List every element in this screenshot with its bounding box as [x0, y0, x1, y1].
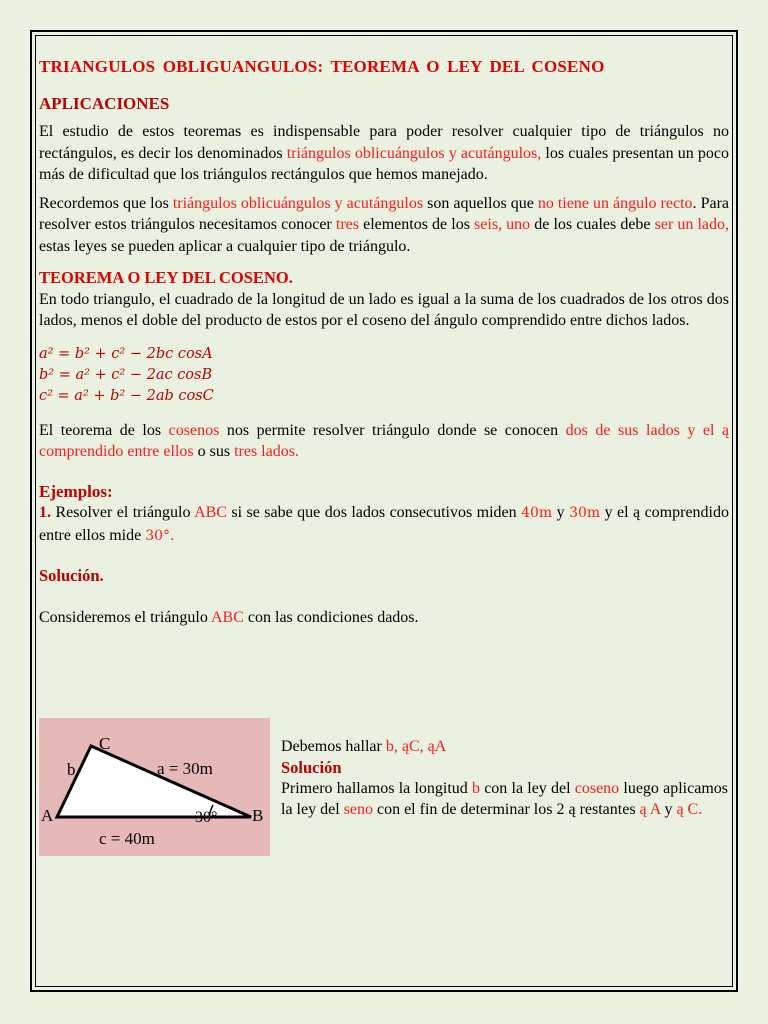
text-run: El teorema de los [39, 421, 169, 439]
formula-c: c² = a² + b² − 2ab cosC [39, 387, 214, 404]
intro-paragraph [39, 121, 729, 186]
text-run: y [552, 504, 570, 521]
examples-heading: Ejemplos: [39, 481, 113, 501]
text-run: Resolver el triángulo [51, 504, 195, 521]
formula-a: a² = b² + c² − 2bc cosA [39, 345, 213, 362]
find-line [281, 736, 728, 757]
highlight-run: tres lados. [234, 443, 299, 460]
figure-side-text [281, 736, 728, 820]
text-run: con la ley del [480, 780, 575, 797]
highlight-run: ą A [639, 801, 661, 818]
highlight-run: no tiene un ángulo recto [537, 194, 693, 212]
vertex-c-label: C [99, 734, 111, 753]
text-run: o sus [193, 443, 235, 460]
formula-b: b² = a² + c² − 2ac cosB [39, 366, 213, 383]
text-run: de los cuales debe [530, 216, 655, 233]
recall-paragraph [39, 193, 729, 258]
triangle-shape [57, 746, 251, 817]
text-run: luego aplicamos la ley del [281, 780, 728, 818]
theorem-text: En todo triangulo, el cuadrado de la longitud de un lado es igual a la suma de los cuadrados de los otros dos lados, menos el doble del producto de estos por el coseno del ángulo comprendido entre dichos lados. [39, 290, 729, 329]
text-run: Debemos hallar [281, 738, 386, 755]
text-run: con las condiciones dados. [243, 608, 419, 626]
vertex-a-label: A [41, 806, 54, 825]
highlight-run: b [472, 780, 480, 797]
document-subtitle: APLICACIONES [39, 93, 170, 113]
vertex-b-label: B [252, 806, 264, 825]
text-run: Consideremos el triángulo [39, 608, 211, 626]
text-run: nos permite resolver triángulo donde se conocen [219, 421, 566, 439]
highlight-run: ą C. [676, 801, 703, 818]
highlight-run: cosenos [168, 421, 220, 439]
highlight-run: ABC [210, 608, 244, 626]
highlight-run: 30°. [145, 527, 175, 544]
text-run: Primero hallamos la longitud [281, 780, 472, 797]
highlight-run: 30m [569, 505, 601, 521]
text-run: Recordemos que los [39, 194, 173, 212]
document-title: TRIANGULOS OBLIGUANGULOS: TEOREMA O LEY DEL COSENO [39, 57, 605, 76]
highlight-run: seis, uno [474, 216, 531, 233]
cosine-usage-paragraph [39, 420, 729, 463]
formula-block [39, 344, 729, 407]
side-a-label: a = 30m [157, 759, 213, 778]
solution-heading: Solución. [39, 566, 104, 585]
highlight-run: triángulos oblicuángulos y acutángulos [172, 194, 424, 212]
highlight-run: 40m [521, 505, 553, 521]
highlight-run: ser un lado, [654, 216, 730, 233]
text-run: y [660, 801, 677, 818]
side-b-label: b [67, 760, 76, 779]
highlight-run: seno [343, 801, 373, 818]
consider-paragraph [39, 607, 729, 629]
angle-label: 30° [195, 809, 218, 826]
highlight-run: b, ąC, ąA [385, 738, 447, 755]
method-paragraph [281, 778, 728, 820]
text-run: son aquellos que [423, 194, 538, 212]
example-number: 1. [39, 504, 51, 521]
triangle-figure [39, 718, 270, 856]
text-run: y el ą comprendido entre ellos mide [39, 504, 729, 544]
theorem-heading: TEOREMA O LEY DEL COSENO. [39, 268, 293, 287]
side-solution-heading: Solución [281, 758, 342, 777]
text-run: elementos de los [358, 216, 475, 233]
highlight-run: ABC [194, 504, 227, 521]
highlight-run: triángulos oblicuángulos y acutángulos, [286, 144, 542, 162]
text-run: El estudio de estos teoremas es indispensable para poder resolver cualquier tipo de triángulos no rectángulos, es decir los denominados [39, 123, 729, 162]
text-run: si se sabe que dos lados consecutivos miden [226, 504, 522, 521]
text-run: estas leyes se pueden aplicar a cualquier tipo de triángulo. [39, 237, 411, 255]
triangle-diagram [39, 718, 270, 856]
side-c-label: c = 40m [99, 829, 155, 848]
text-run: los cuales presentan un poco más de dificultad que los triángulos rectángulos que hemos manejado. [39, 144, 729, 183]
text-run: . Para resolver estos triángulos necesitamos conocer [39, 194, 729, 233]
document-body [39, 52, 729, 628]
example-1-text [39, 502, 729, 547]
text-run: con el fin de determinar los 2 ą restantes [372, 801, 640, 818]
highlight-run: coseno [574, 780, 620, 797]
highlight-run: dos de sus lados y el ą comprendido entre ellos [39, 421, 730, 460]
highlight-run: tres [335, 216, 359, 233]
